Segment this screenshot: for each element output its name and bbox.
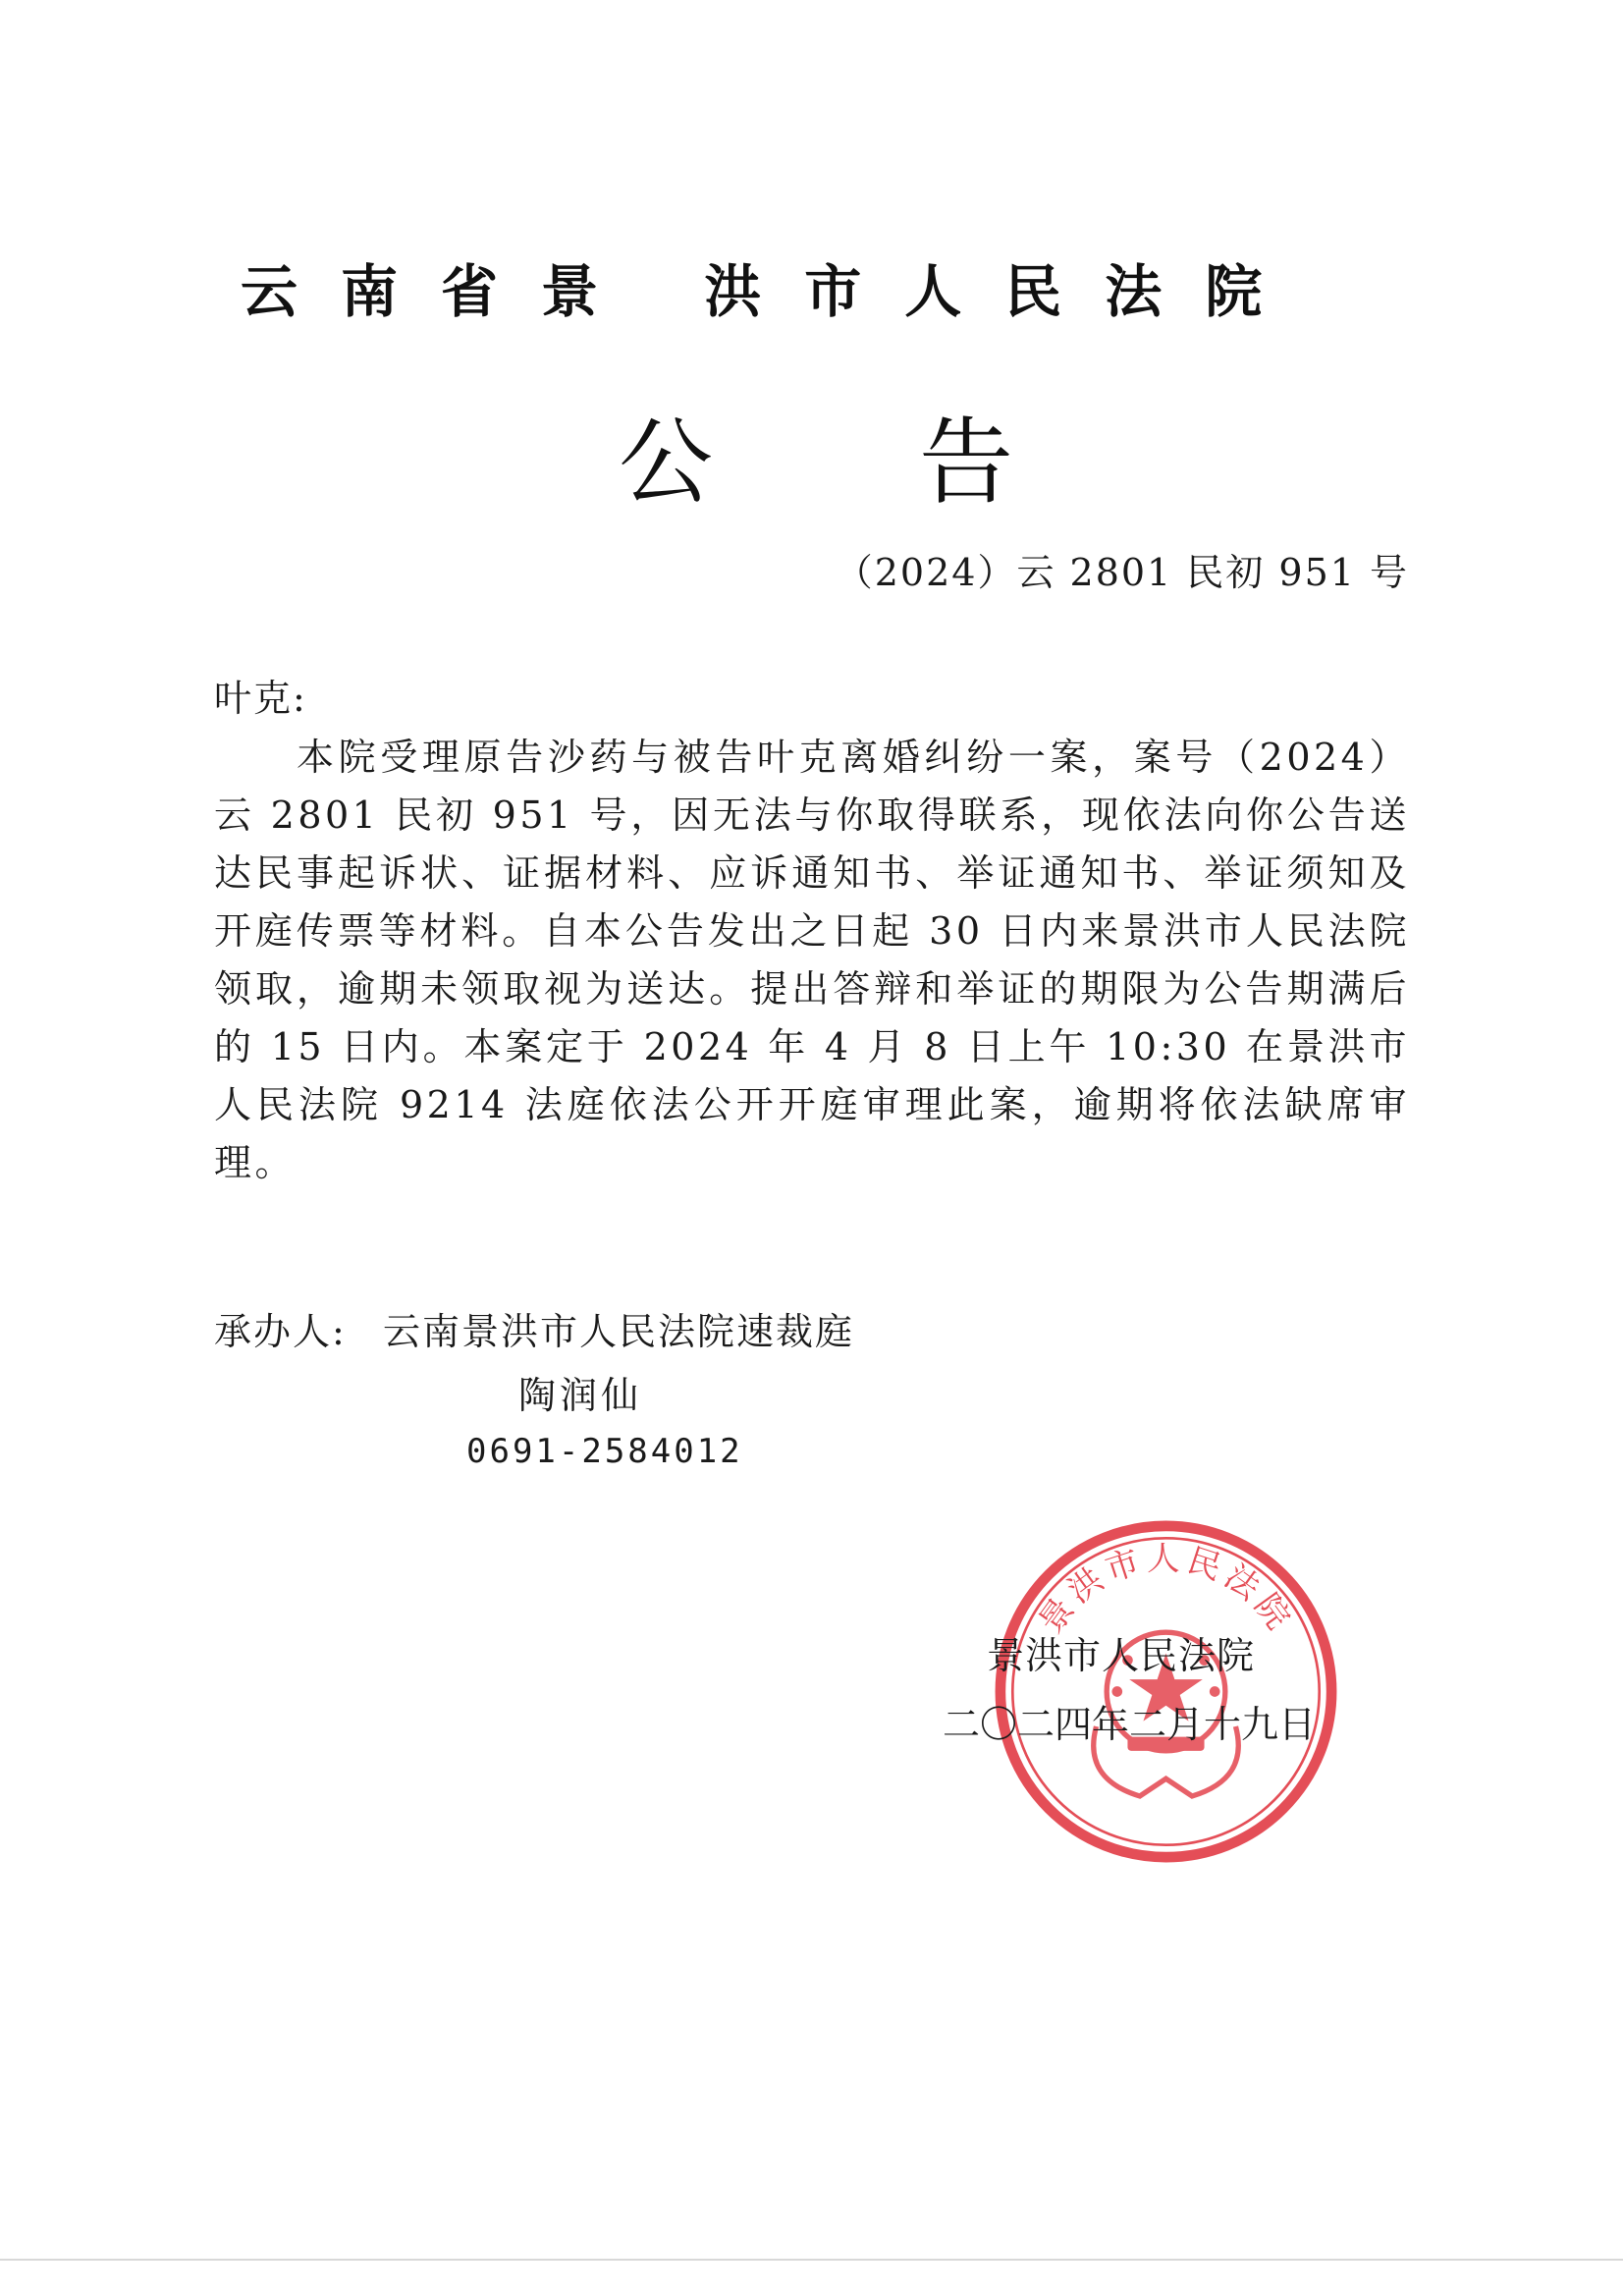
handler-unit: 云南景洪市人民法院速裁庭 — [383, 1310, 855, 1353]
handler-label: 承办人: — [214, 1310, 347, 1353]
issuer-name: 景洪市人民法院 — [987, 1634, 1256, 1677]
addressee: 叶克: — [214, 677, 307, 720]
court-seal-icon — [992, 1517, 1340, 1866]
issue-date: 二〇二四年二月十九日 — [943, 1703, 1317, 1746]
handler-name: 陶润仙 — [518, 1374, 643, 1417]
seal-text: 景洪市人民法院 — [1031, 1539, 1301, 1641]
court-name: 云南省景 洪市人民法院 — [241, 258, 1306, 325]
scan-edge-line — [0, 2259, 1623, 2261]
case-number: （2024）云 2801 民初 951 号 — [835, 551, 1409, 594]
notice-body: 本院受理原告沙药与被告叶克离婚纠纷一案，案号（2024）云 2801 民初 951 号，因无法与你取得联系，现依法向你公告送达民事起诉状、证据材料、应诉通知书、举证通知书、举证须知及开庭传票等材料。自本公告发出之日起 30 日内来景洪市人民法院领取，逾期未领取视为送达。提出答辩和举证的期限为公告期满后的 15 日内。本案定于 2024 年 4 月 8 日上午 10:30 在景洪市人民法院 9214 法庭依法公开开庭审理此案，逾期将依法缺席审理。 — [214, 736, 1410, 1184]
page-title: 公告 — [619, 408, 1219, 518]
handler-phone: 0691-2584012 — [466, 1432, 743, 1471]
